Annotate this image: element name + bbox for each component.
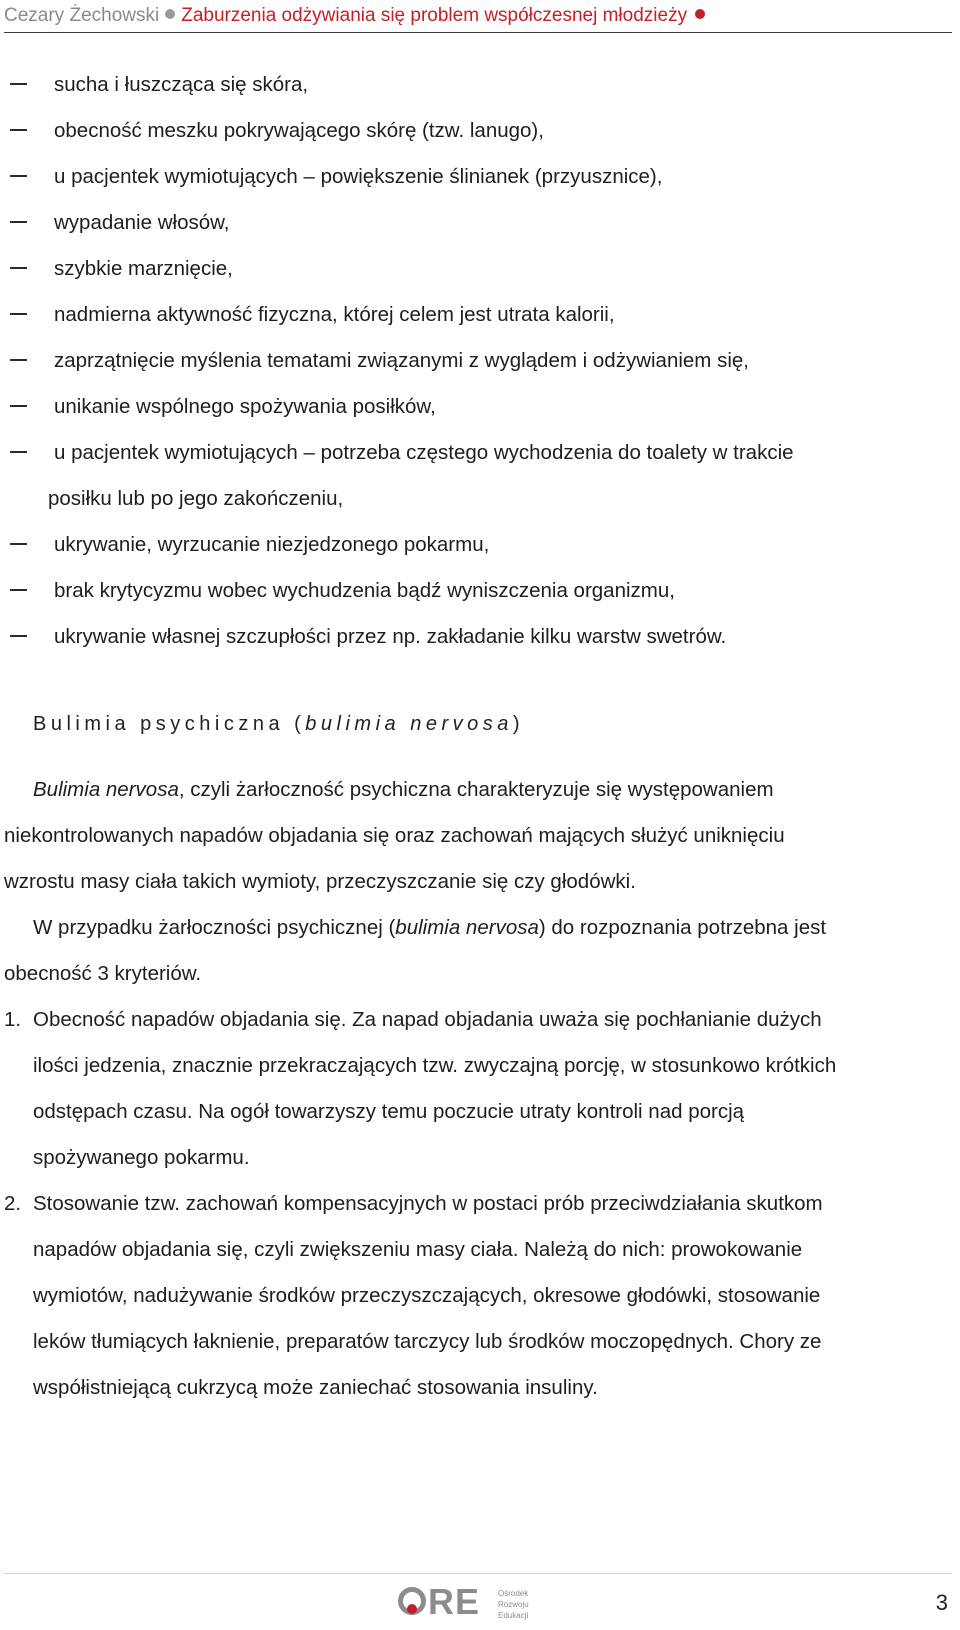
- criterion-number: 2.: [4, 1192, 22, 1215]
- dash-bullet-icon: [10, 175, 27, 177]
- list-item: obecność meszku pokrywającego skórę (tzw. lanugo),: [0, 108, 960, 154]
- criterion-item: 1. Obecność napadów objadania się. Za napad objadania uważa się pochłanianie dużych ilości jedzenia, znacznie przekraczających tzw. zwyczajną porcję, w stosunkowo krótkich odstępach czasu. Na ogół towarzyszy temu poczucie utraty kontroli nad porcją spożywanego pokarmu.: [4, 997, 954, 1181]
- ore-logo: RE Ośrodek Rozwoju Edukacji: [398, 1585, 538, 1625]
- header-title: Zaburzenia odżywiania się problem współczesnej młodzieży: [181, 5, 688, 26]
- list-item: wypadanie włosów,: [0, 200, 960, 246]
- page-number: 3: [935, 1590, 948, 1615]
- dash-bullet-icon: [10, 83, 27, 85]
- list-item: zaprzątnięcie myślenia tematami związanymi z wyglądem i odżywianiem się,: [0, 338, 960, 384]
- dash-bullet-icon: [10, 451, 27, 453]
- dash-bullet-icon: [10, 221, 27, 223]
- paragraph-line: obecność 3 kryteriów.: [4, 962, 202, 985]
- bullet-dot-icon: [165, 9, 175, 19]
- header-author: Cezary Żechowski: [4, 5, 160, 26]
- bullet-dot-icon: [695, 9, 705, 19]
- list-item: ukrywanie własnej szczupłości przez np. zakładanie kilku warstw swetrów.: [0, 614, 960, 660]
- dash-bullet-icon: [10, 267, 27, 269]
- dash-bullet-icon: [10, 129, 27, 131]
- list-item: szybkie marznięcie,: [0, 246, 960, 292]
- page-header: [4, 2, 952, 33]
- list-item: unikanie wspólnego spożywania posiłków,: [0, 384, 960, 430]
- dash-bullet-icon: [10, 635, 27, 637]
- logo-subtitle: Ośrodek Rozwoju Edukacji: [498, 1589, 529, 1620]
- footer-divider: [4, 1573, 952, 1574]
- paragraph-line: wzrostu masy ciała takich wymioty, przeczyszczanie się czy głodówki.: [4, 870, 636, 893]
- list-item: sucha i łuszcząca się skóra,: [0, 62, 960, 108]
- criterion-number: 1.: [4, 1008, 22, 1031]
- list-item-continuation: posiłku lub po jego zakończeniu,: [48, 487, 344, 510]
- dash-bullet-icon: [10, 543, 27, 545]
- paragraph-line: Bulimia nervosa, czyli żarłoczność psychiczna charakteryzuje się występowaniem: [33, 778, 774, 801]
- body-text: [4, 767, 954, 1411]
- dash-bullet-icon: [10, 589, 27, 591]
- paragraph-line: W przypadku żarłoczności psychicznej (bulimia nervosa) do rozpoznania potrzebna jest: [33, 916, 827, 939]
- list-item: brak krytycyzmu wobec wychudzenia bądź wyniszczenia organizmu,: [0, 568, 960, 614]
- criterion-item: 2. Stosowanie tzw. zachowań kompensacyjnych w postaci prób przeciwdziałania skutkom napadów objadania się, czyli zwiększeniu masy ciała. Należą do nich: prowokowanie wymiotów, nadużywanie środków przeczyszczających, okresowe głodówki, stosowanie leków tłumiących łaknienie, preparatów tarczycy lub środków moczopędnych. Chory ze współistniejącą cukrzycą może zaniechać stosowania insuliny.: [4, 1181, 954, 1411]
- dash-bullet-icon: [10, 313, 27, 315]
- list-item: u pacjentek wymiotujących – potrzeba częstego wychodzenia do toalety w trakcie: [0, 430, 960, 476]
- list-item: u pacjentek wymiotujących – powiększenie ślinianek (przyusznice),: [0, 154, 960, 200]
- list-item: ukrywanie, wyrzucanie niezjedzonego pokarmu,: [0, 522, 960, 568]
- dash-bullet-icon: [10, 405, 27, 407]
- logo-ring-icon: [398, 1587, 426, 1615]
- paragraph-line: niekontrolowanych napadów objadania się oraz zachowań mających służyć uniknięciu: [4, 824, 785, 847]
- section-heading: Bulimia psychiczna (bulimia nervosa): [33, 713, 525, 735]
- list-item: nadmierna aktywność fizyczna, której celem jest utrata kalorii,: [0, 292, 960, 338]
- dash-bullet-icon: [10, 359, 27, 361]
- symptom-list: [0, 62, 960, 660]
